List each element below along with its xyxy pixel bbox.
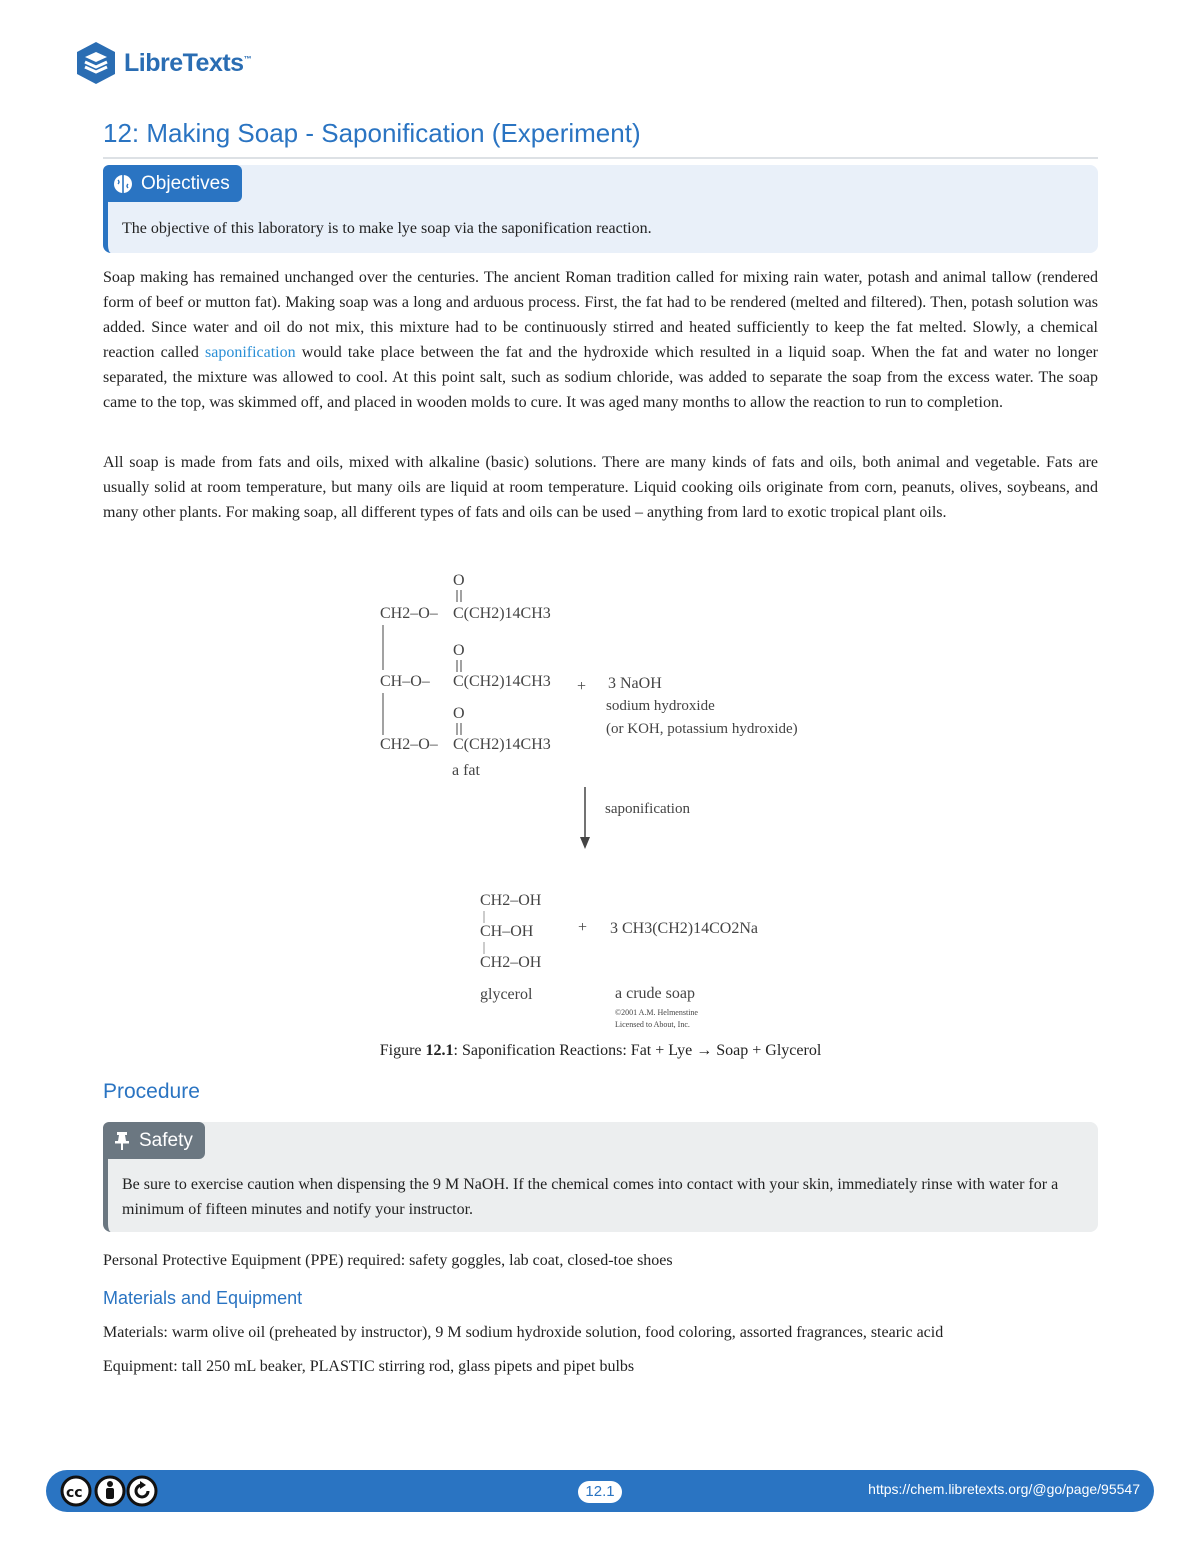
arrow-label: saponification <box>605 801 690 817</box>
ch-left: CH–O– <box>380 673 430 690</box>
procedure-heading: Procedure <box>103 1080 200 1103</box>
objectives-box <box>103 165 1098 253</box>
koh-alternative: (or KOH, potassium hydroxide) <box>606 721 798 737</box>
soap-formula: 3 CH3(CH2)14CO2Na <box>610 920 758 937</box>
safety-tab <box>103 1122 205 1159</box>
by-attribution-icon <box>94 1475 126 1507</box>
ch2-left-2: CH2–O– <box>380 736 438 753</box>
libretexts-logo-icon <box>74 40 118 86</box>
brain-icon <box>113 174 133 194</box>
svg-text:cc: cc <box>66 1485 83 1501</box>
saponification-figure <box>360 565 850 1035</box>
figure-credit-2: Licensed to About, Inc. <box>615 1020 690 1029</box>
safety-label: Safety <box>139 1129 193 1151</box>
safety-text: Be sure to exercise caution when dispensing the 9 M NaOH. If the chemical comes into contact with your skin, immediately rinse with water for a minimum of fifteen minutes and notify your instructor. <box>122 1176 1059 1218</box>
intro-paragraph-1: Soap making has remained unchanged over the centuries. The ancient Roman tradition called for mixing rain water, potash and animal tallow (rendered form of beef or mutton fat). Making soap was a long and arduous process. First, the fat had to be rendered (melted and filtered). Then, potash solution was added. Since water and oil do not mix, this mixture had to be continuously stirred and heated sufficiently to keep the fat melted. Slowly, a chemical reaction called saponification would take place between the fat and the hydroxide which resulted in a liquid soap. When the fat and water no longer separated, the mixture was allowed to cool. At this point salt, such as sodium chloride, was added to separate the soap from the excess water. The soap came to the top, was skimmed off, and placed in wooden molds to cure. It was aged many months to allow the reaction to run to completion. <box>103 269 1098 411</box>
naoh-name: sodium hydroxide <box>606 698 715 714</box>
libretexts-logo[interactable] <box>74 40 251 86</box>
chain-1: C(CH2)14CH3 <box>453 605 551 622</box>
objectives-text: The objective of this laboratory is to make lye soap via the saponification reaction. <box>122 220 652 237</box>
saponification-link[interactable]: saponification <box>204 344 296 361</box>
sa-sharealike-icon <box>126 1475 158 1507</box>
naoh: 3 NaOH <box>608 675 662 692</box>
safety-box <box>103 1122 1098 1232</box>
plus-2: + <box>578 919 588 936</box>
objectives-label: Objectives <box>141 172 230 194</box>
ch2-left-1: CH2–O– <box>380 605 438 622</box>
carbonyl-o-1: O <box>453 572 465 589</box>
chain-3: C(CH2)14CH3 <box>453 736 551 753</box>
cc-icon <box>60 1475 94 1507</box>
page-url[interactable]: https://chem.libretexts.org/@go/page/95547 <box>868 1481 1140 1497</box>
figure-credit-1: ©2001 A.M. Helmenstine <box>615 1008 698 1017</box>
objectives-tab <box>103 165 242 202</box>
pushpin-icon <box>113 1131 131 1151</box>
chain-2: C(CH2)14CH3 <box>453 673 551 690</box>
figure-caption: Figure 12.1: Saponification Reactions: Fat + Lye → Soap + Glycerol <box>379 1042 822 1059</box>
intro-paragraph-2: All soap is made from fats and oils, mixed with alkaline (basic) solutions. There are many kinds of fats and oils, both animal and vegetable. Fats are usually solid at room temperature, but many oils are liquid at room temperature. Liquid cooking oils originate from corn, peanuts, olives, soybeans, and many other plants. For making soap, all different types of fats and oils can be used – anything from lard to exotic tropical plant oils. <box>103 454 1098 521</box>
ppe-line: Personal Protective Equipment (PPE) required: safety goggles, lab coat, closed-toe shoes <box>103 1252 673 1269</box>
equipment-line: Equipment: tall 250 mL beaker, PLASTIC stirring rod, glass pipets and pipet bulbs <box>103 1358 635 1375</box>
fat-label: a fat <box>452 762 480 779</box>
soap-label: a crude soap <box>615 985 695 1002</box>
materials-line: Materials: warm olive oil (preheated by instructor), 9 M sodium hydroxide solution, food coloring, assorted fragrances, stearic acid <box>103 1324 944 1341</box>
materials-heading: Materials and Equipment <box>103 1288 303 1308</box>
glycerol-line-3: CH2–OH <box>480 954 542 971</box>
carbonyl-o-2: O <box>453 642 465 659</box>
page-title: 12: Making Soap - Saponification (Experiment) <box>103 118 1098 159</box>
carbonyl-o-3: O <box>453 705 465 722</box>
glycerol-label: glycerol <box>480 986 533 1003</box>
logo-wordmark: LibreTexts™ <box>124 48 252 77</box>
glycerol-line-1: CH2–OH <box>480 892 542 909</box>
page-footer <box>46 1470 1154 1512</box>
glycerol-line-2: CH–OH <box>480 923 534 940</box>
page-number: 12.1 <box>578 1481 622 1503</box>
cc-license-badge[interactable] <box>60 1475 158 1507</box>
plus-1: + <box>577 678 587 695</box>
